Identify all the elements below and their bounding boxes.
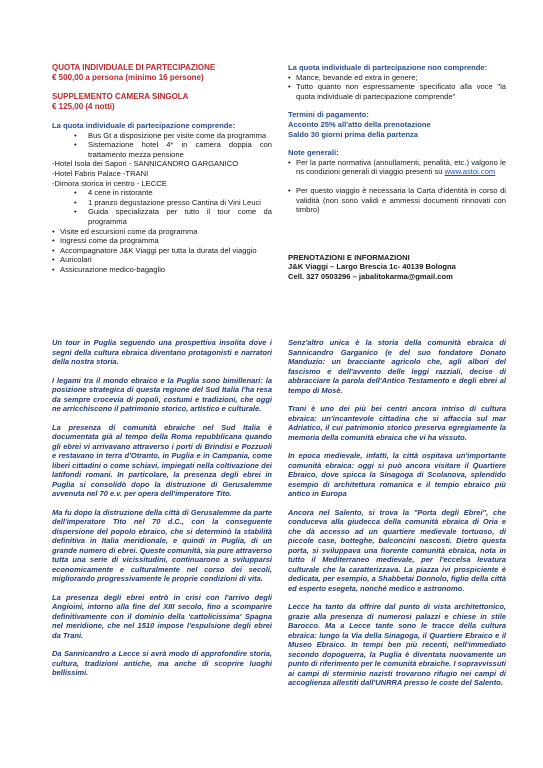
paragraph: Senz'altro unica è la storia della comunità ebraica di Sannicandro Garganico (e del suo fondatore Donato Manduzio: un bracciante agricolo che, agli albori del fascismo e dell'avvento delle leggi razziali, decise di abbracciare la parola dell'Antico Testamento e degli ebrei al tempo di Mosè. (288, 338, 506, 395)
paragraph: Ancora nel Salento, si trova la "Porta degli Ebrei", che conduceva alla giudecca della comunità ebraica di Oria e che dà accesso ad un quartiere medievale tortuoso, di piccole case, botteghe, balconcini nascosti. Dietro questa porta, si sviluppava una fiorente comunità ebraica, nota in tutto il Mediterraneo medievale, per l'eccelsa levatura culturale che la caratterizzava. La piazza ivi prospiciente è dedicata, per esempio, a Shabbetai Donnolo, figlio della città ed esperto esegeta, nonché medico e astronomo. (288, 507, 506, 593)
excludes-list (288, 73, 506, 102)
list-item: • Visite ed escursioni come da programma (52, 227, 272, 237)
list-item: • Ingressi come da programma (52, 236, 272, 246)
contact-title: PRENOTAZIONI E INFORMAZIONI (288, 252, 410, 262)
includes-list-c (52, 227, 272, 275)
right-top-column (288, 63, 506, 282)
payment-balance: Saldo 30 giorni prima della partenza (288, 129, 418, 139)
payment-deposit: Acconto 25% all'atto della prenotazione (288, 119, 431, 129)
price-heading: QUOTA INDIVIDUALE DI PARTECIPAZIONE (52, 63, 216, 72)
hotel-line: -Hotel Fabris Palace -TRANI (52, 168, 149, 178)
includes-list-a (52, 131, 272, 160)
hotel-line: -Hotel Isola dei Sapori - SANNICANDRO GARGANICO (52, 159, 239, 169)
paragraph: Ma fu dopo la distruzione della città di Gerusalemme da parte dell'imperatore Tito nel 70 d.C., con la conseguente dispersione del popolo ebraico, che si determinò la stabilità definitiva in Italia meridionale, e quindi in Puglia, di un grande numero di ebrei. Queste comunità, sia pure attraverso tutta una serie di vicissitudini, continuarono a svilupparsi economicamente e culturalmente nel corso dei secoli, migliorando progressivamente le proprie condizioni di vita. (52, 507, 272, 583)
paragraph: La presenza degli ebrei entrò in crisi con l'arrivo degli Angioini, intorno alla fine del XIII secolo, fino a scomparire definitivamente con il dominio della 'cattolicissima' Spagna nel meridione, che nel 1510 impose l'espulsione degli ebrei da Trani. (52, 592, 272, 640)
hotel-line: -Dimora storica in centro - LECCE (52, 178, 167, 188)
list-item: • Mance, bevande ed extra in genere; (288, 73, 506, 83)
excludes-title: La quota individuale di partecipazione non comprende: (288, 63, 488, 72)
paragraph: Un tour in Puglia seguendo una prospettiva insolita dove i segni della cultura ebraica diventano protagonisti e narratori della nostra storia. (52, 338, 272, 366)
payment-title: Termini di pagamento: (288, 110, 369, 120)
list-item: • Sistemazione hotel 4* in camera doppia con trattamento mezza pensione (52, 140, 272, 159)
list-item: • Auricolari (52, 255, 272, 265)
includes-title: La quota individuale di partecipazione comprende: (52, 121, 236, 130)
notes-title: Note generali: (288, 148, 339, 158)
note-text: Per la parte normativa (annullamenti, penalità, etc.) valgono le ns condizioni generali di viaggio presenti su (296, 157, 506, 177)
contact-address: J&K Viaggi – Largo Brescia 1c- 40139 Bologna (288, 262, 456, 272)
left-top-column (52, 63, 272, 275)
list-item: • Tutto quanto non espressamente specificato alla voce "la quota individuale di partecipazione comprende" (288, 82, 506, 101)
contact-phone-email: Cell. 327 0503296 – jabalitokarma@gmail.com (288, 271, 453, 281)
left-bottom-column (52, 338, 272, 687)
list-item: • Accompagnatore J&K Viaggi per tutta la durata del viaggio (52, 246, 272, 256)
list-item: • Bus Gt a disposizione per visite come da programma (52, 131, 272, 141)
paragraph: Da Sannicandro a Lecce si avrà modo di approfondire storia, cultura, tradizioni antiche, ma anche di scoprire luoghi bellissimi. (52, 649, 272, 677)
paragraph: La presenza di comunità ebraiche nel Sud Italia è documentata già al tempo della Roma repubblicana quando gli ebrei vi arrivavano attraverso i porti di Brindisi e Pozzuoli e restavano in terra d'Otranto, in Puglia e in Campania, come liberi cittadini o come schiavi, impiegati nella coltivazione dei latifondi romani. In particolare, la presenza degli ebrei in Puglia si consolidò dopo la distruzione di Gerusalemme avvenuta nel 70 e.v. per opera dell'imperatore Tito. (52, 422, 272, 498)
price-value: € 500,00 a persona (minimo 16 persone) (52, 73, 204, 82)
list-item: • Guida specializzata per tutto il tour come da programma (52, 207, 272, 226)
single-room-value: € 125,00 (4 notti) (52, 102, 115, 111)
list-item: • 1 pranzo degustazione presso Cantina di Vini Leuci (52, 198, 272, 208)
list-item: • Assicurazione medico-bagaglio (52, 265, 272, 275)
paragraph: Lecce ha tanto da offrire dal punto di vista architettonico, grazie alla presenza di numerosi palazzi e chiese in stile Barocco. Ma a Lecce tante sono le tracce della cultura ebraica: lungo la Via della Sinagoga, il Quartiere Ebraico e il Museo Ebraico. In tempi ben più recenti, nell'immediato secondo dopoguerra, la Puglia è diventata nuovamente un punto di riferimento per le comunità ebraiche. I sopravvissuti ai campi di sterminio nazisti trovarono rifugio nei campi di accoglienza allestiti dall'UNRRA presso le coste del Salento. (288, 602, 506, 687)
paragraph: In epoca medievale, infatti, la città ospitava un'importante comunità ebraica: oggi si può ancora visitare il Quartiere Ebraico, dove spicca la Sinagoga di Scolanova, splendido esempio di architettura romanica e il tempio ebraico più antico in Europa (288, 451, 506, 498)
astoi-link[interactable]: www.astoi.com (444, 167, 496, 177)
single-room-heading: SUPPLEMENTO CAMERA SINGOLA (52, 92, 189, 101)
includes-list-b (52, 188, 272, 226)
paragraph: Trani è uno dei più bei centri ancora intriso di cultura ebraica: un'incantevole cittadina che si affaccia sul mar Adriatico, il cui patrimonio storico preserva egregiamente la memoria della comunità ebraica che vi ha vissuto. (288, 404, 506, 442)
note-item (288, 158, 506, 177)
note-item: • Per questo viaggio è necessaria la Carta d'identità in corso di validità (non sono validi e ammessi documenti rinnovati con timbro) (288, 186, 506, 215)
right-bottom-column (288, 338, 506, 697)
list-item: • 4 cene in ristorante (52, 188, 272, 198)
paragraph: I legami tra il mondo ebraico e la Puglia sono bimillenari: la posizione strategica di questa regione del Sud Italia l'ha resa da sempre crocevia di popoli, costumi e tradizioni, che oggi ne arricchiscono il patrimonio storico, artistico e culturale. (52, 375, 272, 413)
